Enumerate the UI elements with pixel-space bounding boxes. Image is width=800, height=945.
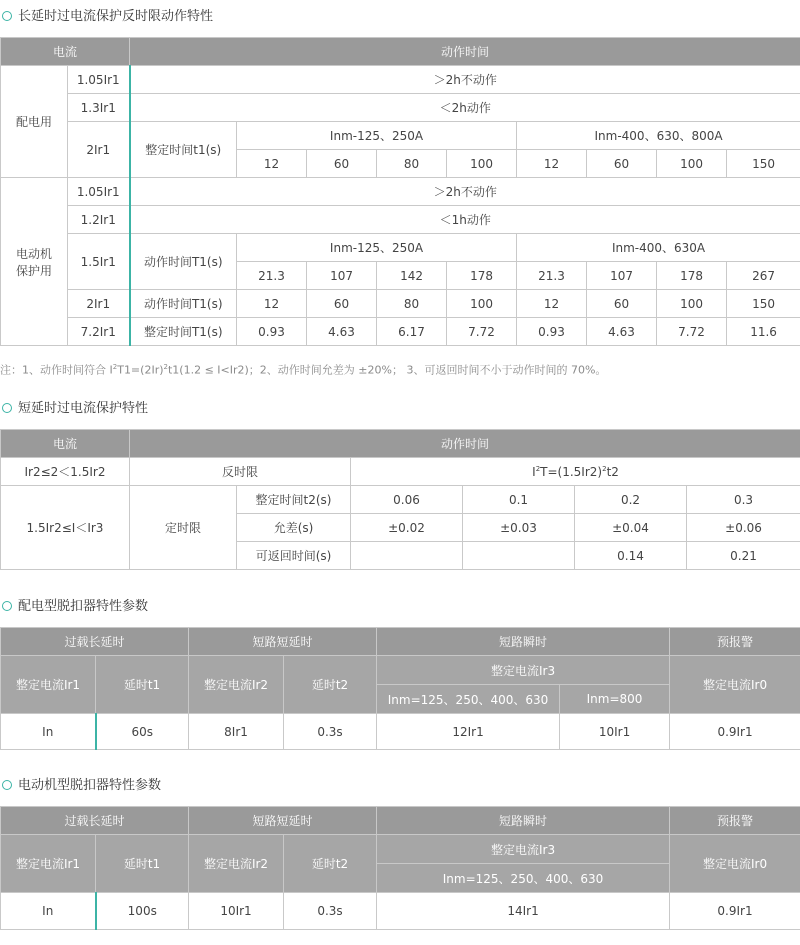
table-header-row: 过载长延时 短路短延时 短路瞬时 预报警: [1, 807, 800, 835]
table-row: 1.5Ir2≤I＜Ir3 定时限 整定时间t2(s) 0.06 0.1 0.2 0.3: [1, 486, 800, 514]
section-title-motor-trip: 电动机型脱扣器特性参数: [0, 775, 161, 797]
table-row: 1.3Ir1 ＜2h动作: [1, 94, 800, 122]
table-subheader-row: 整定电流Ir1 延时t1 整定电流Ir2 延时t2 整定电流Ir3 整定电流Ir0: [1, 656, 800, 685]
group-label-motor: 电动机 保护用: [1, 178, 68, 346]
circle-bullet-icon: [2, 601, 12, 611]
motor-trip-table: [0, 806, 800, 930]
table-row: 1.2Ir1 ＜1h动作: [1, 206, 800, 234]
table-row: 7.2Ir1 整定时间T1(s) 0.93 4.63 6.17 7.72 0.93 4.63 7.72 11.6: [1, 318, 800, 346]
circle-bullet-icon: [2, 11, 12, 21]
section-title-distribution-trip: 配电型脱扣器特性参数: [0, 596, 148, 618]
section-title-short-delay: 短延时过电流保护特性: [0, 398, 148, 420]
table-row: 配电用 1.05Ir1 ＞2h不动作: [1, 66, 800, 94]
table-row: 2Ir1 整定时间t1(s) Inm-125、250A Inm-400、630、800A: [1, 122, 800, 150]
group-label-distribution: 配电用: [1, 66, 68, 178]
section-title-long-delay: 长延时过电流保护反时限动作特性: [0, 6, 213, 28]
table-header-row: [1, 38, 800, 66]
table-row: 21.3 107 142 178 21.3 107 178 267: [1, 262, 800, 290]
footnote: 注：1、动作时间符合 $I^2T1=(2Ir)^2t1(1.2 \le I<Ir2)$；2、动作时间允差为 ±20%； 3、可返回时间不小于动作时间的 70%。: [0, 363, 607, 377]
table-row: In 60s 8Ir1 0.3s 12Ir1 10Ir1 0.9Ir1: [1, 714, 800, 750]
header-action-time: 动作时间: [130, 38, 800, 66]
table-header-row: 过载长延时 短路短延时 短路瞬时 预报警: [1, 628, 800, 656]
header-current: 电流: [1, 430, 130, 458]
table-row: 1.5Ir1 动作时间T1(s) Inm-125、250A Inm-400、630A: [1, 234, 800, 262]
table-row: 2Ir1 动作时间T1(s) 12 60 80 100 12 60 100 150: [1, 290, 800, 318]
header-action-time: 动作时间: [130, 430, 800, 458]
circle-bullet-icon: [2, 403, 12, 413]
long-delay-table: [0, 37, 800, 346]
table-subheader-row: Inm=125、250、400、630: [1, 864, 800, 893]
short-delay-table: [0, 429, 800, 570]
table-row: In 100s 10Ir1 0.3s 14Ir1 0.9Ir1: [1, 893, 800, 930]
table-subheader-row: Inm=125、250、400、630 Inm=800: [1, 685, 800, 714]
header-current: 电流: [1, 38, 130, 66]
table-row: 允差(s) ±0.02 ±0.03 ±0.04 ±0.06: [1, 514, 800, 542]
distribution-trip-table: [0, 627, 800, 750]
table-header-row: [1, 430, 800, 458]
formula: $I^2T=(1.5Ir2)^2t2$: [351, 458, 800, 486]
table-row: Ir2≤2＜1.5Ir2 反时限 $I^2T=(1.5Ir2)^2t2$: [1, 458, 800, 486]
table-subheader-row: 整定电流Ir1 延时t1 整定电流Ir2 延时t2 整定电流Ir3 整定电流Ir0: [1, 835, 800, 864]
circle-bullet-icon: [2, 780, 12, 790]
table-row: 电动机 保护用 1.05Ir1 ＞2h不动作: [1, 178, 800, 206]
table-row: 12 60 80 100 12 60 100 150: [1, 150, 800, 178]
table-row: 可返回时间(s) 0.14 0.21: [1, 542, 800, 570]
